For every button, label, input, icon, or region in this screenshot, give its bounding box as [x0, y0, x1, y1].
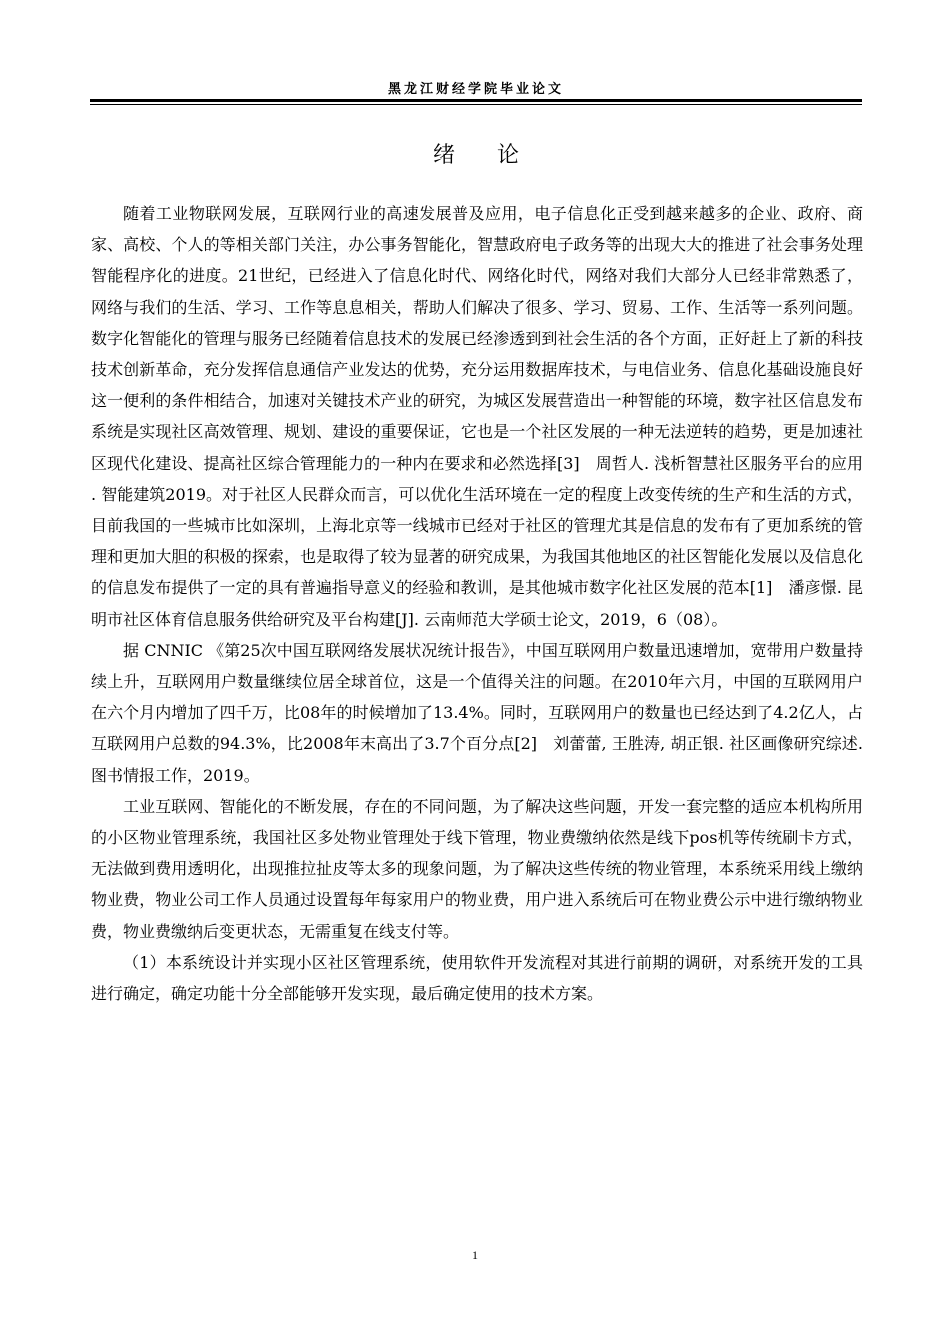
header-rule-thin: [90, 104, 862, 105]
paragraph: 随着工业物联网发展，互联网行业的高速发展普及应用，电子信息化正受到越来越多的企业、政府、商家、高校、个人的等相关部门关注，办公事务智能化，智慧政府电子政务等的出现大大的推进了社会事务处理智能程序化的进度。21世纪，已经进入了信息化时代、网络化时代，网络对我们大部分人已经非常熟悉了，网络与我们的生活、学习、工作等息息相关，帮助人们解决了很多、学习、贸易、工作、生活等一系列问题。数字化智能化的管理与服务已经随着信息技术的发展已经渗透到到社会生活的各个方面，正好赶上了新的科技技术创新革命，充分发挥信息通信产业发达的优势，充分运用数据库技术，与电信业务、信息化基础设施良好这一便利的条件相结合，加速对关键技术产业的研究，为城区发展营造出一种智能的环境，数字社区信息发布系统是实现社区高效管理、规划、建设的重要保证，它也是一个社区发展的一种无法逆转的趋势，更是加速社区现代化建设、提高社区综合管理能力的一种内在要求和必然选择[3] 周哲人. 浅析智慧社区服务平台的应用 . 智能建筑2019。对于社区人民群众而言，可以优化生活环境在一定的程度上改变传统的生产和生活的方式，目前我国的一些城市比如深圳，上海北京等一线城市已经对于社区的管理尤其是信息的发布有了更加系统的管理和更加大胆的积极的探索，也是取得了较为显著的研究成果，为我国其他地区的社区智能化发展以及信息化的信息发布提供了一定的具有普遍指导意义的经验和教训，是其他城市数字化社区发展的范本[1] 潘彦憬. 昆明市社区体育信息服务供给研究及平台构建[J]. 云南师范大学硕士论文，2019，6（08）。: [91, 204, 863, 629]
paragraph: （1）本系统设计并实现小区社区管理系统，使用软件开发流程对其进行前期的调研，对系统开发的工具进行确定，确定功能十分全部能够开发实现，最后确定使用的技术方案。: [91, 952, 863, 1004]
header-rule-thick: [90, 99, 862, 102]
page-number: 1: [472, 1248, 478, 1262]
paragraph: 工业互联网、智能化的不断发展，存在的不同问题，为了解决这些问题，开发一套完整的适应本机构所用的小区物业管理系统，我国社区多处物业管理处于线下管理，物业费缴纳依然是线下pos机等传统刷卡方式，无法做到费用透明化，出现推拉扯皮等太多的现象问题，为了解决这些传统的物业管理，本系统采用线上缴纳物业费，物业公司工作人员通过设置每年每家用户的物业费，用户进入系统后可在物业费公示中进行缴纳物业费，物业费缴纳后变更状态，无需重复在线支付等。: [91, 796, 863, 941]
body-text: [91, 198, 863, 1009]
running-header: 黑龙江财经学院毕业论文: [387, 82, 564, 97]
chapter-title: 绪论: [432, 143, 561, 168]
paragraph: 据 CNNIC 《第25次中国互联网络发展状况统计报告》，中国互联网用户数量迅速增加，宽带用户数量持续上升，互联网用户数量继续位居全球首位，这是一个值得关注的问题。在2010年六月，中国的互联网用户在六个月内增加了四千万，比08年的时候增加了13.4%。同时，互联网用户的数量也已经达到了4.2亿人，占互联网用户总数的94.3%，比2008年末高出了3.7个百分点[2] 刘蕾蕾, 王胜涛, 胡正银. 社区画像研究综述. 图书情报工作，2019。: [91, 640, 863, 785]
